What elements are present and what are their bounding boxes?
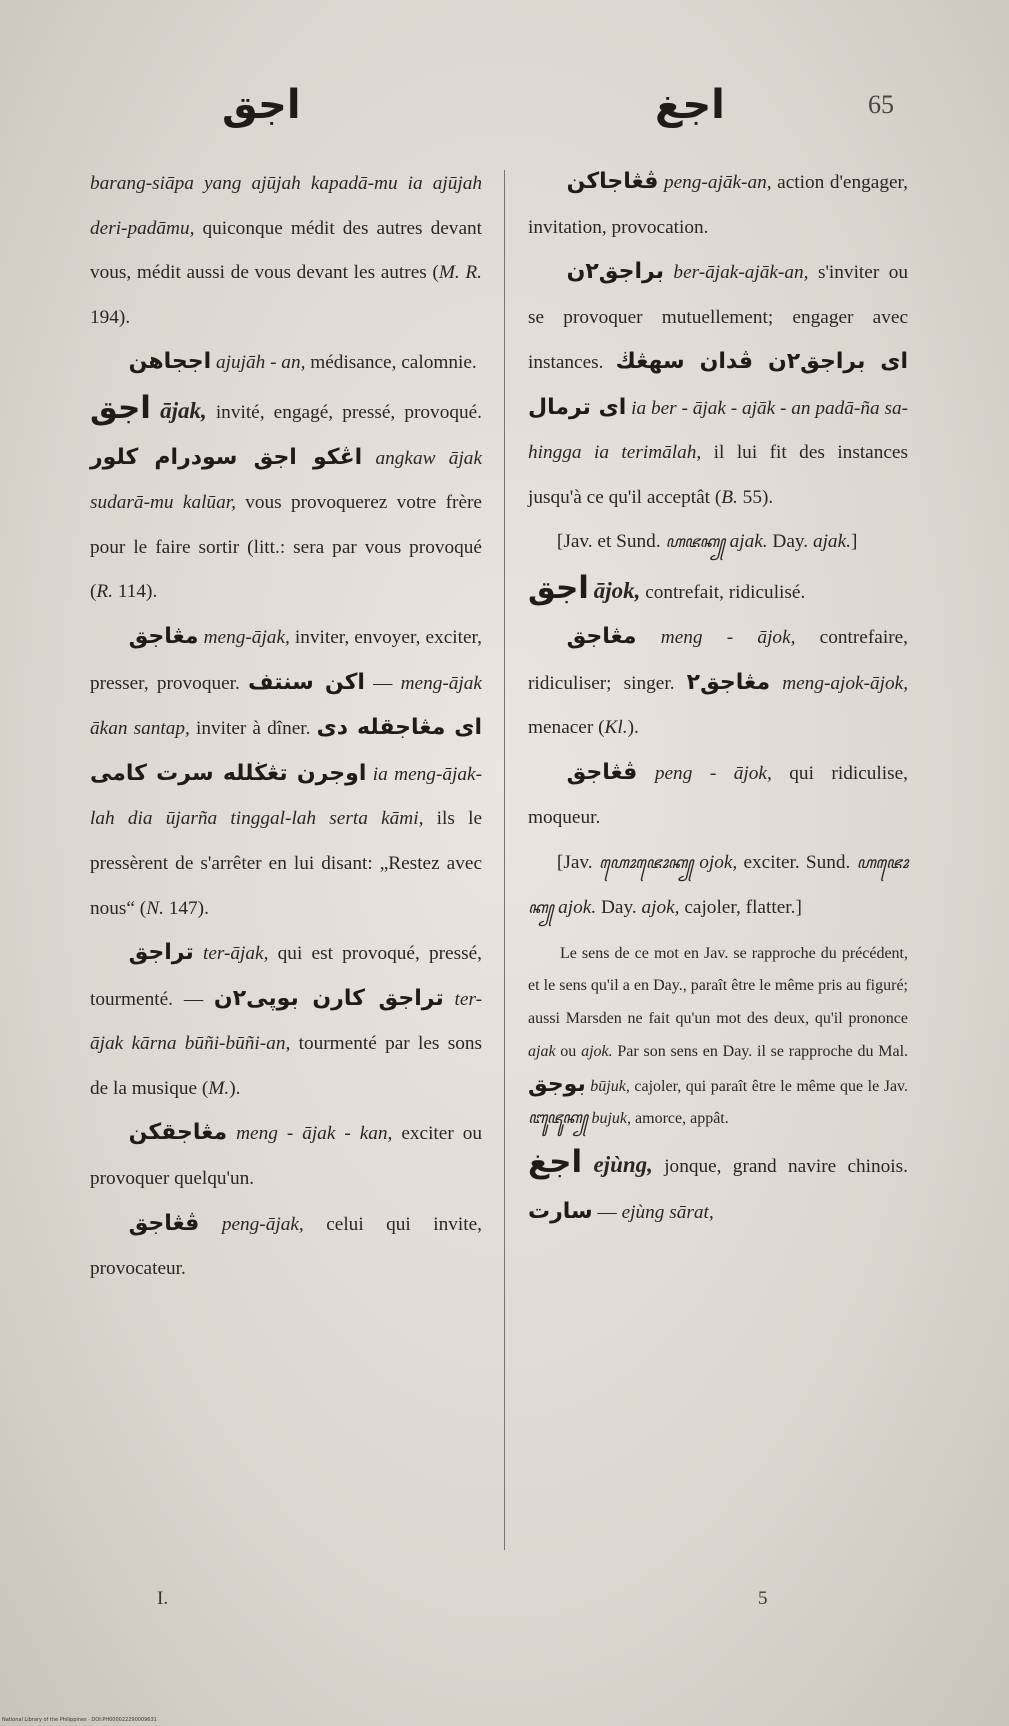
column-divider: [504, 170, 505, 1550]
romanized-term: ajujāh - an,: [215, 352, 306, 374]
entry-peng-ajok: [528, 751, 908, 841]
javanese-script: ꦲꦗꦏ꧀: [665, 534, 725, 551]
malay-example: ejùng sārat,: [621, 1201, 714, 1223]
romanized-term: meng - ājok,: [660, 627, 796, 648]
arabic-headword: اجق: [90, 389, 151, 426]
note-text: Le sens de ce mot en Jav. se rapproche du précédent, et le sens qu'il a en Day., paraît être le même pris au figuré; aussi Marsden ne fait qu'un mot des deux, qu'il prononce: [528, 944, 908, 1028]
entry-ejung: [528, 1136, 908, 1235]
translation: tourmenté par les sons de la musique (: [90, 1033, 483, 1099]
source-ref: N.: [146, 897, 164, 919]
arabic-example: مڠاجق٢: [686, 669, 771, 695]
definition: quiconque médit des autres devant vous, médit aussi de vous devant les autres (: [90, 217, 482, 284]
source-close: ).: [627, 717, 639, 738]
etym-text: [Jav.: [556, 851, 599, 873]
javanese-script: ꦲꦗꦺꦴꦏ꧀: [528, 854, 909, 917]
headword: ejùng,: [593, 1152, 653, 1178]
translation: ils le pressèrent de s'arrêter en lui disant: „Restez avec nous“ (: [90, 808, 482, 919]
etymology-ajok: [528, 841, 908, 932]
source-ref: Kl.: [604, 717, 628, 738]
right-column: [528, 160, 908, 1235]
etym-text: Day.: [767, 531, 813, 552]
romanized-term: meng-ajok-ājok,: [770, 672, 909, 694]
malay-example: angkaw ājak sudarā-mu kalūar,: [90, 447, 483, 514]
definition: invité, engagé, pressé, provoqué.: [206, 401, 483, 423]
etym-word: ojok,: [693, 851, 738, 873]
arabic-term: اججاهن: [128, 349, 212, 375]
javanese-script: ꦲꦺꦴꦗꦺꦴꦏ꧀: [598, 854, 693, 872]
etymology-ajak: [528, 520, 908, 566]
source-page: 55).: [737, 486, 774, 508]
note-word: būjuk,: [585, 1077, 630, 1095]
romanized-term: peng - ājok,: [654, 762, 772, 784]
romanized-term: ber-ājak-ajāk-an,: [673, 262, 809, 283]
source-page: 194).: [90, 306, 131, 328]
note-text: ou: [555, 1042, 582, 1060]
note-word: bujuk,: [587, 1110, 632, 1128]
etym-word: ajak.: [724, 531, 768, 552]
romanized-term: ter-ājak,: [202, 943, 269, 965]
left-column: [90, 162, 482, 1292]
page-number: 65: [868, 90, 894, 119]
source-ref: R.: [96, 581, 114, 603]
library-credit: National Library of the Philippines · DOI:PH000022290009631: [2, 1717, 157, 1723]
arabic-term: ڤڠاجق: [566, 759, 638, 785]
entry-meng-ajak: [90, 615, 482, 931]
translation: inviter à dîner.: [189, 718, 317, 740]
source-page: 147).: [163, 897, 209, 919]
arabic-term: مڠاجقكن: [128, 1120, 228, 1146]
definition: inviter, envoyer, exciter, presser, provoquer.: [90, 626, 483, 694]
definition: jonque, grand navire chinois.: [652, 1156, 908, 1178]
etym-word: ajak.: [812, 531, 851, 552]
note-text: cajoler, qui paraît être le même que le Jav.: [629, 1077, 908, 1095]
malay-example: meng-ājak ākan santap,: [90, 672, 482, 740]
malay-example: ia ber - ājak - ajāk - an padā-ña sa-hingga ia terimālah,: [528, 397, 909, 463]
source-ref: B.: [721, 486, 738, 508]
signature-mark-left: I.: [157, 1588, 169, 1609]
arabic-term: ڤڠاجاكن: [566, 169, 659, 194]
arabic-example: اى براجق٢ن ڤدان سهڠڬ اى ترمال: [528, 349, 908, 420]
definition: s'inviter ou se provoquer mutuellement; engager avec instances.: [528, 262, 908, 373]
entry-peng-ajak-an: [528, 160, 908, 250]
etymology-note: [528, 932, 908, 1137]
definition: action d'engager, invitation, provocation.: [528, 172, 908, 238]
entry-ajok: [528, 566, 908, 616]
header-arabic-right: اجغ: [655, 82, 725, 128]
arabic-term: براجق٢ن: [566, 259, 664, 284]
note-text: Par son sens en Day. il se rapproche du Mal.: [612, 1042, 909, 1060]
headword: ājak,: [160, 397, 207, 423]
arabic-example: اڠكو اجق سودرام كلور: [90, 444, 363, 470]
definition: celui qui invite, provocateur.: [90, 1213, 482, 1280]
etym-text: exciter. Sund.: [737, 851, 857, 873]
arabic-headword: اجغ: [528, 1144, 583, 1181]
etym-text: Day.: [596, 897, 642, 918]
translation: vous provoquerez votre frère pour le faire sortir (litt.: sera par vous provoqué (: [90, 492, 482, 603]
arabic-term: بوجق: [528, 1071, 586, 1097]
note-word: ajak: [528, 1042, 556, 1060]
malay-example: ia meng-ājak-lah dia ūjarña tinggal-lah serta kāmi,: [90, 763, 482, 830]
definition: médisance, calomnie.: [305, 352, 477, 374]
dash: —: [364, 672, 401, 694]
source-ref: M. R.: [438, 262, 482, 284]
arabic-term: تراجق: [128, 940, 194, 966]
romanized-term: meng - ājak - kan,: [236, 1123, 393, 1145]
entry-meng-ajak-kan: [90, 1111, 482, 1201]
arabic-headword: اجق: [528, 569, 589, 606]
etym-text: [Jav. et Sund.: [556, 531, 666, 552]
dash: —: [592, 1201, 622, 1223]
entry-ajak: [90, 386, 482, 615]
note-text: amorce, appât.: [631, 1110, 729, 1128]
entry-peng-ajak: [90, 1202, 482, 1292]
entry-ber-ajak-ajak-an: [528, 250, 908, 520]
romanized-term: peng-ājak,: [221, 1213, 304, 1235]
headword: ājok,: [593, 577, 641, 603]
javanese-script: ꦧꦸꦗꦸꦏ꧀: [528, 1110, 588, 1128]
etym-close: ]: [850, 531, 858, 552]
source-ref: M.: [208, 1077, 230, 1099]
etym-text: cajoler, flatter.]: [679, 897, 802, 918]
entry-ajujah-an: [90, 340, 482, 386]
arabic-example: تراجق كارن بوڽى٢ن: [213, 985, 444, 1011]
signature-mark-right: 5: [758, 1588, 768, 1609]
translation: il lui fit des instances jusqu'à ce qu'il acceptât (: [528, 442, 908, 508]
source-close: ).: [229, 1077, 241, 1099]
etym-word: ajok.: [553, 897, 597, 918]
definition: qui ridiculise, moqueur.: [528, 762, 908, 828]
entry-ter-ajak: [90, 931, 482, 1111]
etym-word: ajok,: [641, 897, 680, 918]
arabic-example: اى مڠاجقله دى اوجرن تڠڬلله سرت كامى: [90, 715, 482, 786]
arabic-term: مڠاجق: [566, 624, 637, 649]
header-arabic-left: اجق: [222, 82, 301, 128]
entry-meng-ajok: [528, 615, 908, 751]
definition: menacer (: [528, 717, 605, 738]
entry-continuation: [90, 162, 482, 340]
definition: exciter ou provoquer quelqu'un.: [90, 1123, 483, 1190]
romanized-term: meng-ājak,: [203, 626, 290, 648]
malay-example: barang-siāpa yang ajūjah kapadā-mu ia ajūjah deri-padāmu,: [90, 173, 482, 239]
arabic-term: ڤڠاجق: [128, 1210, 200, 1236]
definition: contrefaire, ridiculiser; singer.: [528, 627, 908, 694]
arabic-term: مڠاجق: [128, 623, 199, 649]
source-page: 114).: [113, 581, 158, 603]
definition: qui est provoqué, pressé, tourmenté. —: [90, 943, 482, 1010]
arabic-example: سارت: [528, 1198, 593, 1224]
arabic-example: اكن سنتف: [248, 669, 365, 695]
romanized-term: peng-ajāk-an,: [663, 172, 772, 193]
malay-example: ter-ājak kārna būñi-būñi-an,: [90, 988, 482, 1055]
definition: contrefait, ridiculisé.: [640, 581, 806, 603]
note-word: ajok.: [581, 1042, 613, 1060]
